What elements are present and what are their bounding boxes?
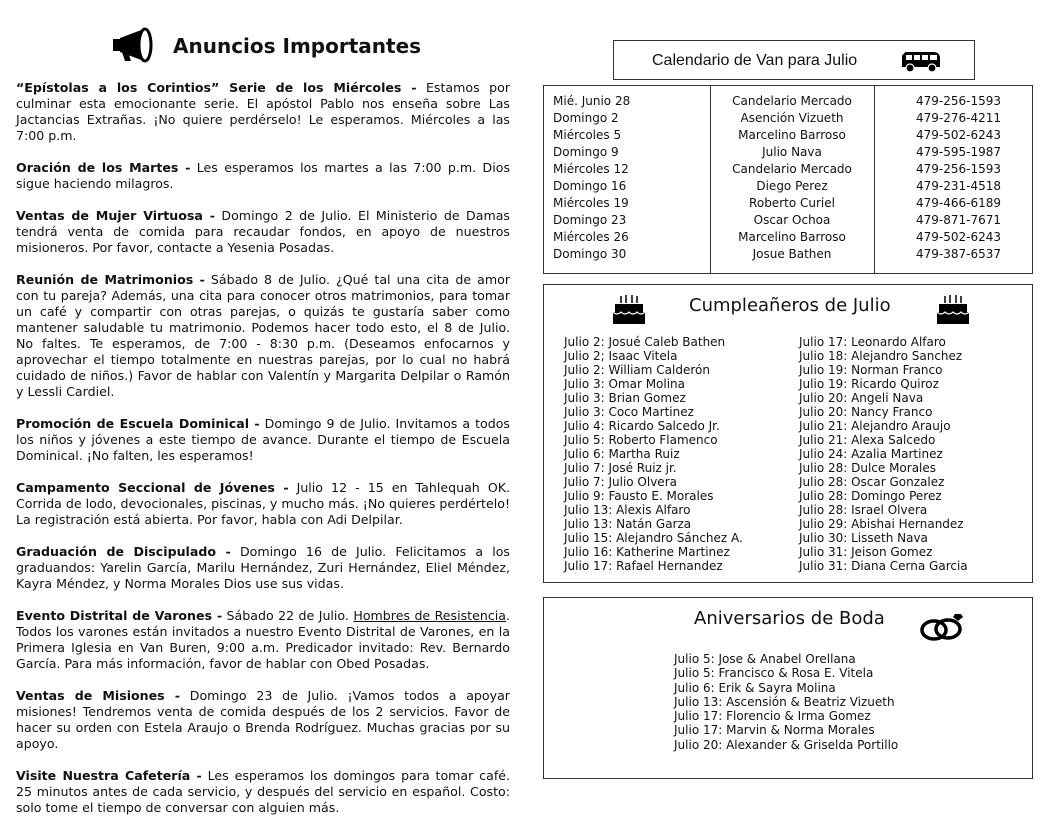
- van-driver-cell: Julio Nava: [762, 145, 822, 159]
- birthday-item: Julio 24: Azalia Martinez: [799, 447, 943, 461]
- announcements-list: [16, 80, 510, 832]
- van-calendar-header: [613, 40, 975, 80]
- van-date-cell: Miércoles 12: [553, 162, 629, 176]
- birthday-item: Julio 28: Dulce Morales: [799, 461, 937, 475]
- van-driver-cell: Oscar Ochoa: [753, 213, 831, 227]
- van-driver-cell: Asención Vizueth: [740, 111, 844, 125]
- anniversaries-box: [543, 597, 1033, 779]
- van-phone-cell: 479-256-1593: [916, 94, 1002, 108]
- birthday-item: Julio 28: Israel Olvera: [799, 503, 928, 517]
- anniversary-item: Julio 5: Francisco & Rosa E. Vitela: [674, 666, 874, 681]
- birthday-item: Julio 2; Isaac Vitela: [564, 349, 678, 363]
- announcement-item: Graduación de Discipulado - Domingo 16 de Julio. Felicitamos a los graduandos: Yarelin García, Marilu Hernández, Zuri Hernández, Eliel Méndez, Kayra Méndez, y Norma Morales Dios use sus vidas.: [16, 544, 510, 591]
- cake-icon: [936, 293, 970, 325]
- van-phone-cell: 479-502-6243: [916, 128, 1002, 142]
- announcement-item: Visite Nuestra Cafetería - Les esperamos los domingos para tomar café. 25 minutos antes de cada servicio, y después del servicio en español. Costo: solo tome el tiempo de conversar con alguien más.: [16, 768, 511, 815]
- van-schedule-table: [543, 85, 1033, 274]
- announcement-item: Evento Distrital de Varones - Sábado 22 de Julio. Hombres de Resistencia. Todos los varones están invitados a nuestro Evento Distrital de Varones, en la Primera Iglesia en Van Buren, 9:00 a.m. Predicador invitado: Rev. Bernardo García. Para más información, favor de hablar con Obed Posadas.: [16, 608, 510, 671]
- birthday-item: Julio 3: Omar Molina: [564, 377, 686, 391]
- birthday-item: Julio 17: Rafael Hernandez: [564, 559, 723, 573]
- birthday-item: Julio 30: Lisseth Nava: [799, 531, 928, 545]
- van-phone-cell: 479-871-7671: [916, 213, 1002, 227]
- van-date-cell: Domingo 9: [553, 145, 619, 159]
- van-date-cell: Mié. Junio 28: [553, 94, 631, 108]
- megaphone-icon: [112, 27, 158, 63]
- birthdays-box: [543, 284, 1033, 583]
- van-driver-cell: Diego Perez: [756, 179, 828, 193]
- birthday-item: Julio 18: Alejandro Sanchez: [799, 349, 963, 363]
- van-phone-cell: 479-595-1987: [916, 145, 1002, 159]
- van-driver-column: [710, 86, 875, 273]
- van-phone-cell: 479-276-4211: [916, 111, 1002, 125]
- birthday-item: Julio 13: Alexis Alfaro: [564, 503, 691, 517]
- birthday-item: Julio 19: Norman Franco: [799, 363, 943, 377]
- birthday-item: Julio 20: Angeli Nava: [799, 391, 924, 405]
- van-driver-cell: Candelario Mercado: [732, 94, 852, 108]
- van-date-cell: Domingo 23: [553, 213, 627, 227]
- birthdays-column-2: [799, 335, 968, 573]
- van-date-cell: Domingo 2: [553, 111, 619, 125]
- birthday-item: Julio 21: Alexa Salcedo: [799, 433, 936, 447]
- announcement-item: Promoción de Escuela Dominical - Domingo 9 de Julio. Invitamos a todos los niños y jóvenes a este tiempo de avance. Durante el tiempo de Escuela Dominical. ¡No falten, les esperamos!: [16, 416, 510, 463]
- van-date-cell: Domingo 30: [553, 247, 627, 261]
- van-date-cell: Miércoles 19: [553, 196, 629, 210]
- anniversary-item: Julio 17: Florencio & Irma Gomez: [674, 709, 871, 724]
- anniversary-item: Julio 17: Marvin & Norma Morales: [674, 723, 875, 738]
- announcement-item: Reunión de Matrimonios - Sábado 8 de Julio. ¿Qué tal una cita de amor con tu pareja? Además, una cita para conocer otros matrimonios, para tomar un café y compartir con otras parejas, o quizás te gustaría saber como mantener saludable tu matrimonio. Podemos hacer todo esto, el 8 de Julio. No faltes. Te esperamos, de 7:00 - 8:30 p.m. (Deseamos enfocarnos y aprovechar el tiempo totalmente en nuestras parejas, por lo cual no habrá cuidado de niños.) Favor de hablar con Valentín y Margarita Delpilar o Ramón y Lessli Cardiel.: [16, 272, 510, 399]
- birthday-item: Julio 21: Alejandro Araujo: [799, 419, 951, 433]
- birthday-item: Julio 31: Diana Cerna Garcia: [799, 559, 968, 573]
- birthday-item: Julio 2: William Calderón: [564, 363, 710, 377]
- van-calendar-title: Calendario de Van para Julio: [652, 52, 858, 69]
- cake-icon: [612, 293, 646, 325]
- van-driver-cell: Roberto Curiel: [749, 196, 835, 210]
- van-date-cell: Miércoles 5: [553, 128, 622, 142]
- van-phone-column: [874, 86, 1032, 273]
- birthday-item: Julio 3: Coco Martinez: [564, 405, 694, 419]
- van-phone-cell: 479-466-6189: [916, 196, 1002, 210]
- anniversary-item: Julio 13: Ascensión & Beatriz Vizueth: [674, 694, 895, 709]
- birthday-item: Julio 9: Fausto E. Morales: [564, 489, 714, 503]
- birthday-item: Julio 5: Roberto Flamenco: [564, 433, 718, 447]
- van-phone-cell: 479-502-6243: [916, 230, 1002, 244]
- birthday-item: Julio 7: José Ruiz jr.: [564, 461, 677, 475]
- van-driver-cell: Marcelino Barroso: [738, 128, 846, 142]
- van-phone-cell: 479-387-6537: [916, 247, 1002, 261]
- announcement-item: Oración de los Martes - Les esperamos los martes a las 7:00 p.m. Dios sigue haciendo milagros.: [16, 160, 511, 191]
- birthday-item: Julio 6: Martha Ruiz: [564, 447, 680, 461]
- birthday-item: Julio 19: Ricardo Quiroz: [799, 377, 939, 391]
- announcement-item: Ventas de Misiones - Domingo 23 de Julio. ¡Vamos todos a apoyar misiones! Tendremos venta de comida después de los 2 servicios. Favor de hacer su orden con Estela Araujo o Brenda Rodríguez. Muchas gracias por su apoyo.: [16, 688, 510, 751]
- birthday-item: Julio 4: Ricardo Salcedo Jr.: [564, 419, 720, 433]
- birthdays-column-1: [564, 335, 743, 573]
- van-date-cell: Domingo 16: [553, 179, 627, 193]
- announcement-item: Ventas de Mujer Virtuosa - Domingo 2 de Julio. El Ministerio de Damas tendrá venta de comida para recaudar fondos, en apoyo de nuestros misioneros. Por favor, contacte a Yesenia Posadas.: [16, 208, 510, 255]
- announcement-item: Campamento Seccional de Jóvenes - Julio 12 - 15 en Tahlequah OK. Corrida de lodo, devocionales, piscinas, y mucho más. ¡No quieres perdértelo! La registración está abierta. Por favor, habla con Adi Delpilar.: [16, 480, 510, 527]
- rings-icon: [919, 612, 967, 642]
- announcement-item: “Epístolas a los Corintios” Serie de los Miércoles - Estamos por culminar esta emocionante serie. El apóstol Pablo nos enseña sobre Las Jactancias Extrañas. ¡No quiere perdérselo! Le esperamos. Miércoles a las 7:00 p.m.: [16, 80, 510, 143]
- birthday-item: Julio 13: Natán Garza: [564, 517, 692, 531]
- birthday-item: Julio 3: Brian Gomez: [564, 391, 686, 405]
- birthday-item: Julio 7: Julio Olvera: [564, 475, 677, 489]
- van-driver-cell: Candelario Mercado: [732, 162, 852, 176]
- birthday-item: Julio 28: Oscar Gonzalez: [799, 475, 945, 489]
- birthday-item: Julio 28: Domingo Perez: [799, 489, 942, 503]
- van-icon: [901, 51, 941, 73]
- anniversary-item: Julio 5: Jose & Anabel Orellana: [674, 652, 856, 666]
- van-phone-cell: 479-231-4518: [916, 179, 1002, 193]
- anniversary-item: Julio 6: Erik & Sayra Molina: [674, 680, 836, 695]
- announcements-title: Anuncios Importantes: [173, 34, 422, 58]
- birthday-item: Julio 2: Josué Caleb Bathen: [564, 335, 726, 349]
- anniversaries-list: [674, 652, 898, 752]
- anniversaries-title: Aniversarios de Boda: [694, 608, 885, 629]
- birthday-item: Julio 15: Alejandro Sánchez A.: [564, 531, 743, 545]
- birthday-item: Julio 16: Katherine Martinez: [564, 545, 730, 559]
- birthday-item: Julio 17: Leonardo Alfaro: [799, 335, 946, 349]
- van-driver-cell: Josue Bathen: [752, 247, 832, 261]
- birthday-item: Julio 29: Abishai Hernandez: [799, 517, 964, 531]
- van-date-cell: Miércoles 26: [553, 230, 629, 244]
- van-date-column: [544, 86, 711, 273]
- birthday-item: Julio 31: Jeison Gomez: [799, 545, 933, 559]
- birthdays-title: Cumpleañeros de Julio: [689, 295, 891, 316]
- anniversary-item: Julio 20: Alexander & Griselda Portillo: [674, 737, 899, 752]
- van-phone-cell: 479-256-1593: [916, 162, 1002, 176]
- van-driver-cell: Marcelino Barroso: [738, 230, 846, 244]
- birthday-item: Julio 20: Nancy Franco: [799, 405, 933, 419]
